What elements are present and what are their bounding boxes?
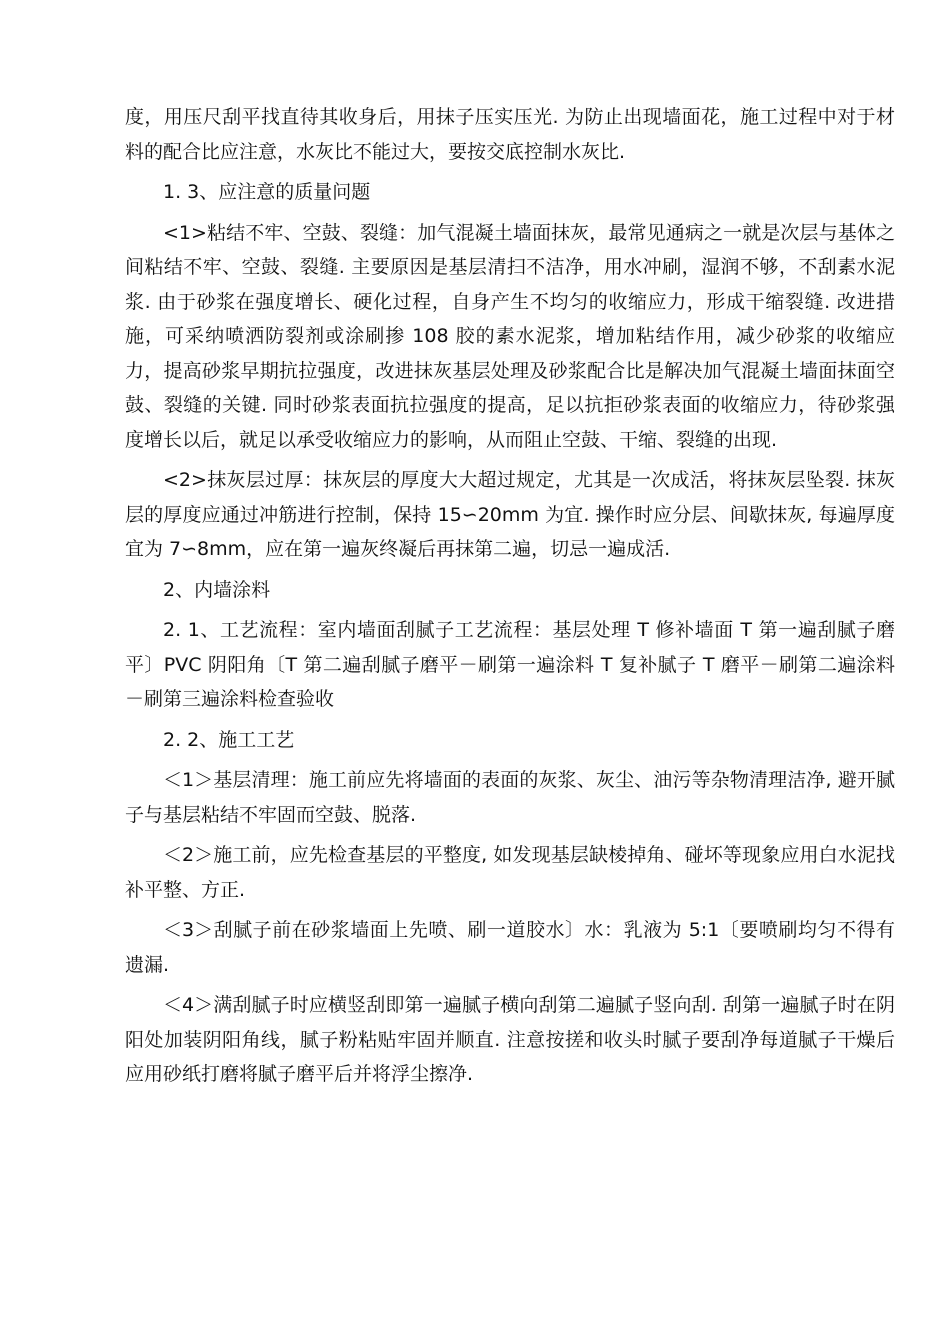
section-heading-2: 2、内墙涂料: [163, 578, 271, 601]
section-heading-2-2: 2. 2、施工工艺: [163, 728, 295, 751]
paragraph-step-1: ＜1＞基层清理：施工前应先将墙面的表面的灰浆、灰尘、油污等杂物清理洁净, 避开腻子与基层粘结不牢固而空鼓、脱落.: [125, 769, 895, 826]
paragraph-continuation: 度，用压尺刮平找直待其收身后，用抹子压实压光. 为防止出现墙面花，施工过程中对于材料的配合比应注意，水灰比不能过大，要按交底控制水灰比.: [125, 106, 895, 163]
paragraph-process-flow: 2. 1、工艺流程：室内墙面刮腻子工艺流程：基层处理 T 修补墙面 T 第一遍刮腻子磨平〕PVC 阴阳角〔T 第二遍刮腻子磨平－刷第一遍涂料 T 复补腻子 T 磨平－刷第二遍涂料－刷第三遍涂料检查验收: [125, 619, 895, 710]
paragraph-step-4: ＜4＞满刮腻子时应横竖刮即第一遍腻子横向刮第二遍腻子竖向刮. 刮第一遍腻子时在阴阳处加装阴阳角线，腻子粉粘贴牢固并顺直. 注意按搓和收头时腻子要刮净每道腻子干燥后应用砂纸打磨将腻子磨平后并将浮尘擦净.: [125, 994, 895, 1085]
document-body: [125, 100, 895, 1098]
paragraph-item-1: <1>粘结不牢、空鼓、裂缝：加气混凝土墙面抹灰，最常见通病之一就是次层与基体之间粘结不牢、空鼓、裂缝. 主要原因是基层清扫不洁净，用水冲刷，湿润不够，不刮素水泥浆. 由于砂浆在强度增长、硬化过程，自身产生不均匀的收缩应力，形成干缩裂缝. 改进措施，可采纳喷洒防裂剂或涂刷掺 108 胶的素水泥浆，增加粘结作用，减少砂浆的收缩应力，提高砂浆早期抗拉强度，改进抹灰基层处理及砂浆配合比是解决加气混凝土墙面抹面空鼓、裂缝的关键. 同时砂浆表面抗拉强度的提高，足以抗拒砂浆表面的收缩应力，待砂浆强度增长以后，就足以承受收缩应力的影响，从而阻止空鼓、干缩、裂缝的出现.: [125, 221, 895, 451]
section-heading-1-3: 1. 3、应注意的质量问题: [163, 181, 371, 203]
paragraph-step-3: ＜3＞刮腻子前在砂浆墙面上先喷、刷一道胶水〕水：乳液为 5:1〔要喷刷均匀不得有遗漏.: [125, 919, 895, 976]
paragraph-item-2: <2>抹灰层过厚：抹灰层的厚度大大超过规定，尤其是一次成活，将抹灰层坠裂. 抹灰层的厚度应通过冲筋进行控制，保持 15∽20mm 为宜. 操作时应分层、间歇抹灰, 每遍厚度宜为 7∽8mm，应在第一遍灰终凝后再抹第二遍，切忌一遍成活.: [125, 469, 895, 560]
paragraph-step-2: ＜2＞施工前，应先检查基层的平整度, 如发现基层缺棱掉角、碰坏等现象应用白水泥找补平整、方正.: [125, 844, 895, 901]
